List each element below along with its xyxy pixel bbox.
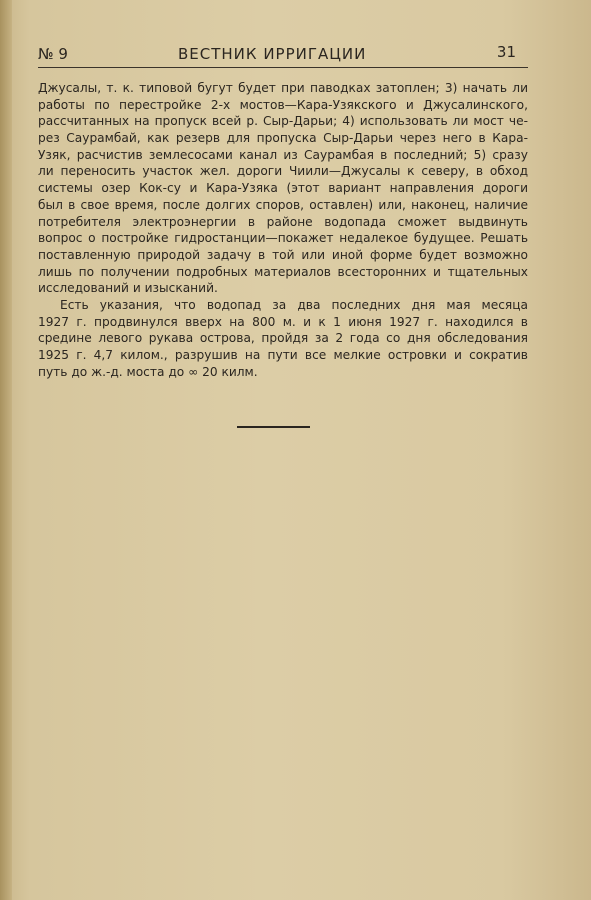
- text-line: вопрос о постройке гидростанции—покажет недалекое будущее. Решать: [38, 231, 528, 246]
- text-line: рассчитанных на пропуск всей р. Сыр-Дарьи; 4) использовать ли мост че-: [38, 114, 528, 129]
- text-line: рез Саурамбай, как резерв для пропуска Сыр-Дарьи через него в Кара-: [38, 131, 528, 146]
- body-text: [38, 80, 528, 380]
- text-line: потребителя электроэнергии в районе водопада сможет выдвинуть: [38, 214, 528, 229]
- issue-number: № 9: [38, 45, 68, 63]
- text-line: исследований и изысканий.: [38, 281, 218, 296]
- journal-title: ВЕСТНИК ИРРИГАЦИИ: [178, 45, 367, 63]
- text-line: Джусалы, т. к. типовой бугут будет при паводках затоплен; 3) начать ли: [38, 81, 528, 95]
- text-line: работы по перестройке 2-х мостов—Кара-Узякского и Джусалинского,: [38, 97, 528, 112]
- paragraph-2: [38, 297, 528, 380]
- section-end-rule: [237, 426, 310, 428]
- binding-shadow: [0, 0, 12, 900]
- page-number: 31: [496, 43, 516, 61]
- running-header: [38, 43, 528, 68]
- text-line: Узяк, расчистив землесосами канал из Саурамбая в последний; 5) сразу: [38, 147, 528, 162]
- text-line: поставленную природой задачу в той или иной форме будет возможно: [38, 247, 528, 262]
- text-line: был в свое время, после долгих споров, оставлен) или, наконец, наличие: [38, 197, 528, 212]
- text-line: путь до ж.-д. моста до ∞ 20 килм.: [38, 364, 258, 379]
- text-line: лишь по получении подробных материалов всесторонних и тщательных: [38, 264, 528, 279]
- text-line: системы озер Кок-су и Кара-Узяка (этот вариант направления дороги: [38, 181, 528, 196]
- text-line: средине левого рукава острова, пройдя за 2 года со дня обследования: [38, 331, 528, 346]
- text-line: Есть указания, что водопад за два последних дня мая месяца: [60, 297, 528, 312]
- text-line: 1925 г. 4,7 килом., разрушив на пути все мелкие островки и сократив: [38, 348, 528, 362]
- text-line: ли переносить участок жел. дороги Чиили—Джусалы к северу, в обход: [38, 164, 528, 179]
- text-line: 1927 г. продвинулся вверх на 800 м. и к 1 июня 1927 г. находился в: [38, 314, 528, 329]
- paragraph-1: [38, 80, 528, 297]
